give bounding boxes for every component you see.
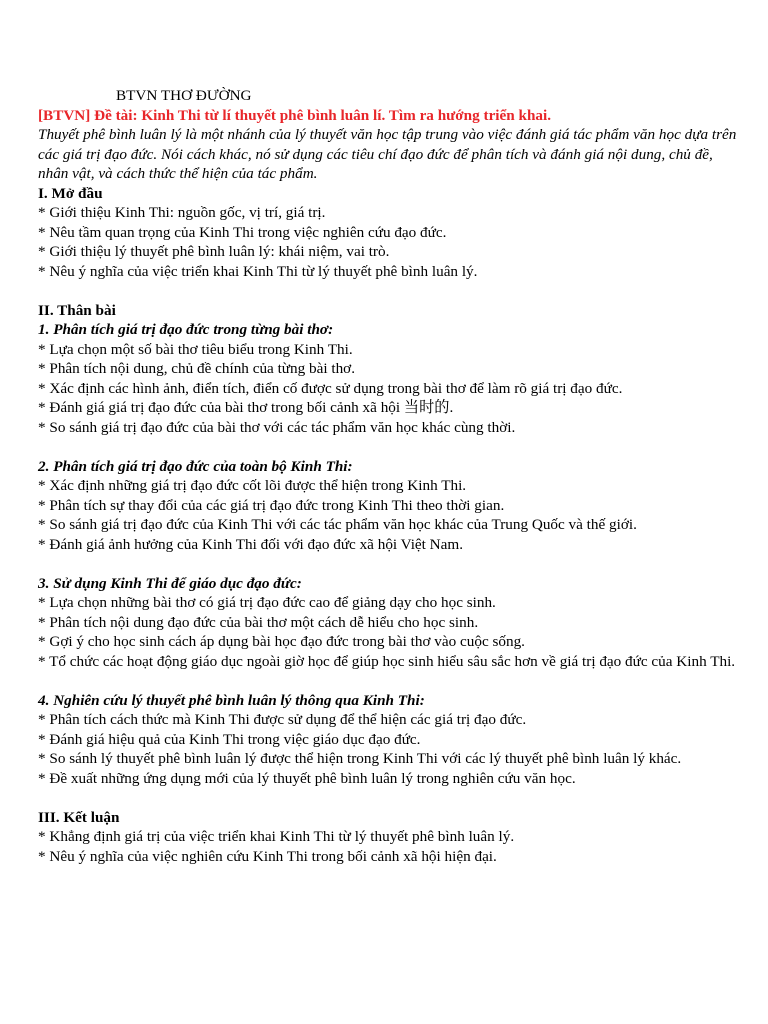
subsection-1-list bbox=[38, 340, 738, 438]
list-item: * Xác định những giá trị đạo đức cốt lõi được thể hiện trong Kinh Thi. bbox=[38, 477, 467, 494]
list-item: * Đánh giá hiệu quả của Kinh Thi trong việc giáo dục đạo đức. bbox=[38, 730, 421, 748]
list-item: * Nêu tầm quan trọng của Kinh Thi trong việc nghiên cứu đạo đức. bbox=[38, 223, 447, 241]
document-body bbox=[38, 86, 738, 866]
list-item: * Phân tích sự thay đổi của các giá trị đạo đức trong Kinh Thi theo thời gian. bbox=[38, 496, 505, 514]
document-title: BTVN THƠ ĐƯỜNG bbox=[116, 87, 252, 104]
list-item: * So sánh giá trị đạo đức của Kinh Thi với các tác phẩm văn học khác của Trung Quốc và thế giới. bbox=[38, 516, 637, 533]
list-item: * Phân tích nội dung, chủ đề chính của từng bài thơ. bbox=[38, 360, 356, 377]
intro-paragraph: Thuyết phê bình luân lý là một nhánh của lý thuyết văn học tập trung vào việc đánh giá tác phẩm văn học dựa trên các giá trị đạo đức. Nói cách khác, nó sử dụng các tiêu chí đạo đức để phân tích và đánh giá nội dung, chủ đề, nhân vật, và cách thức thể hiện của tác phẩm. bbox=[38, 126, 737, 182]
list-item: * Giới thiệu lý thuyết phê bình luân lý: khái niệm, vai trò. bbox=[38, 243, 390, 260]
spacer bbox=[38, 788, 738, 808]
section-title-body: II. Thân bài bbox=[38, 301, 116, 319]
list-item: * Lựa chọn những bài thơ có giá trị đạo đức cao để giảng dạy cho học sinh. bbox=[38, 594, 496, 611]
spacer bbox=[38, 671, 738, 691]
list-item: * So sánh giá trị đạo đức của bài thơ với các tác phẩm văn học khác cùng thời. bbox=[38, 418, 516, 436]
introduction-list bbox=[38, 203, 738, 281]
list-item: * Đánh giá ảnh hưởng của Kinh Thi đối với đạo đức xã hội Việt Nam. bbox=[38, 535, 464, 553]
list-item: * So sánh lý thuyết phê bình luân lý được thể hiện trong Kinh Thi với các lý thuyết phê bình luân lý khác. bbox=[38, 750, 682, 767]
list-item: * Nêu ý nghĩa của việc nghiên cứu Kinh Thi trong bối cảnh xã hội hiện đại. bbox=[38, 847, 497, 865]
spacer bbox=[38, 554, 738, 574]
list-item: * Xác định các hình ảnh, điển tích, điển cố được sử dụng trong bài thơ để làm rõ giá trị đạo đức. bbox=[38, 379, 623, 397]
list-item: * Phân tích cách thức mà Kinh Thi được sử dụng để thể hiện các giá trị đạo đức. bbox=[38, 711, 527, 728]
subsection-title-4: 4. Nghiên cứu lý thuyết phê bình luân lý thông qua Kinh Thi: bbox=[38, 691, 425, 709]
topic-heading: [BTVN] Đề tài: Kinh Thi từ lí thuyết phê bình luân lí. Tìm ra hướng triển khai. bbox=[38, 106, 552, 124]
subsection-title-1: 1. Phân tích giá trị đạo đức trong từng bài thơ: bbox=[38, 321, 334, 338]
conclusion-list bbox=[38, 827, 738, 866]
list-item: * Phân tích nội dung đạo đức của bài thơ một cách dễ hiểu cho học sinh. bbox=[38, 613, 479, 631]
list-item: * Khẳng định giá trị của việc triển khai Kinh Thi từ lý thuyết phê bình luân lý. bbox=[38, 828, 515, 845]
subsection-3-list bbox=[38, 593, 738, 671]
subsection-4-list bbox=[38, 710, 738, 788]
subsection-title-2: 2. Phân tích giá trị đạo đức của toàn bộ Kinh Thi: bbox=[38, 457, 353, 475]
subsection-title-3: 3. Sử dụng Kinh Thi để giáo dục đạo đức: bbox=[38, 574, 302, 592]
list-item: * Nêu ý nghĩa của việc triển khai Kinh Thi từ lý thuyết phê bình luân lý. bbox=[38, 262, 478, 280]
section-title-introduction: I. Mở đầu bbox=[38, 184, 103, 202]
spacer bbox=[38, 281, 738, 301]
section-title-conclusion: III. Kết luận bbox=[38, 808, 120, 826]
list-item: * Lựa chọn một số bài thơ tiêu biểu trong Kinh Thi. bbox=[38, 340, 353, 358]
list-item: * Gợi ý cho học sinh cách áp dụng bài học đạo đức trong bài thơ vào cuộc sống. bbox=[38, 633, 525, 650]
subsection-2-list bbox=[38, 476, 738, 554]
list-item: * Đề xuất những ứng dụng mới của lý thuyết phê bình luân lý trong nghiên cứu văn học. bbox=[38, 769, 576, 787]
list-item: * Tổ chức các hoạt động giáo dục ngoài giờ học để giúp học sinh hiểu sâu sắc hơn về giá trị đạo đức của Kinh Thi. bbox=[38, 652, 736, 670]
list-item: * Đánh giá giá trị đạo đức của bài thơ trong bối cảnh xã hội 当时的. bbox=[38, 399, 454, 416]
list-item: * Giới thiệu Kinh Thi: nguồn gốc, vị trí, giá trị. bbox=[38, 204, 326, 221]
spacer bbox=[38, 437, 738, 457]
